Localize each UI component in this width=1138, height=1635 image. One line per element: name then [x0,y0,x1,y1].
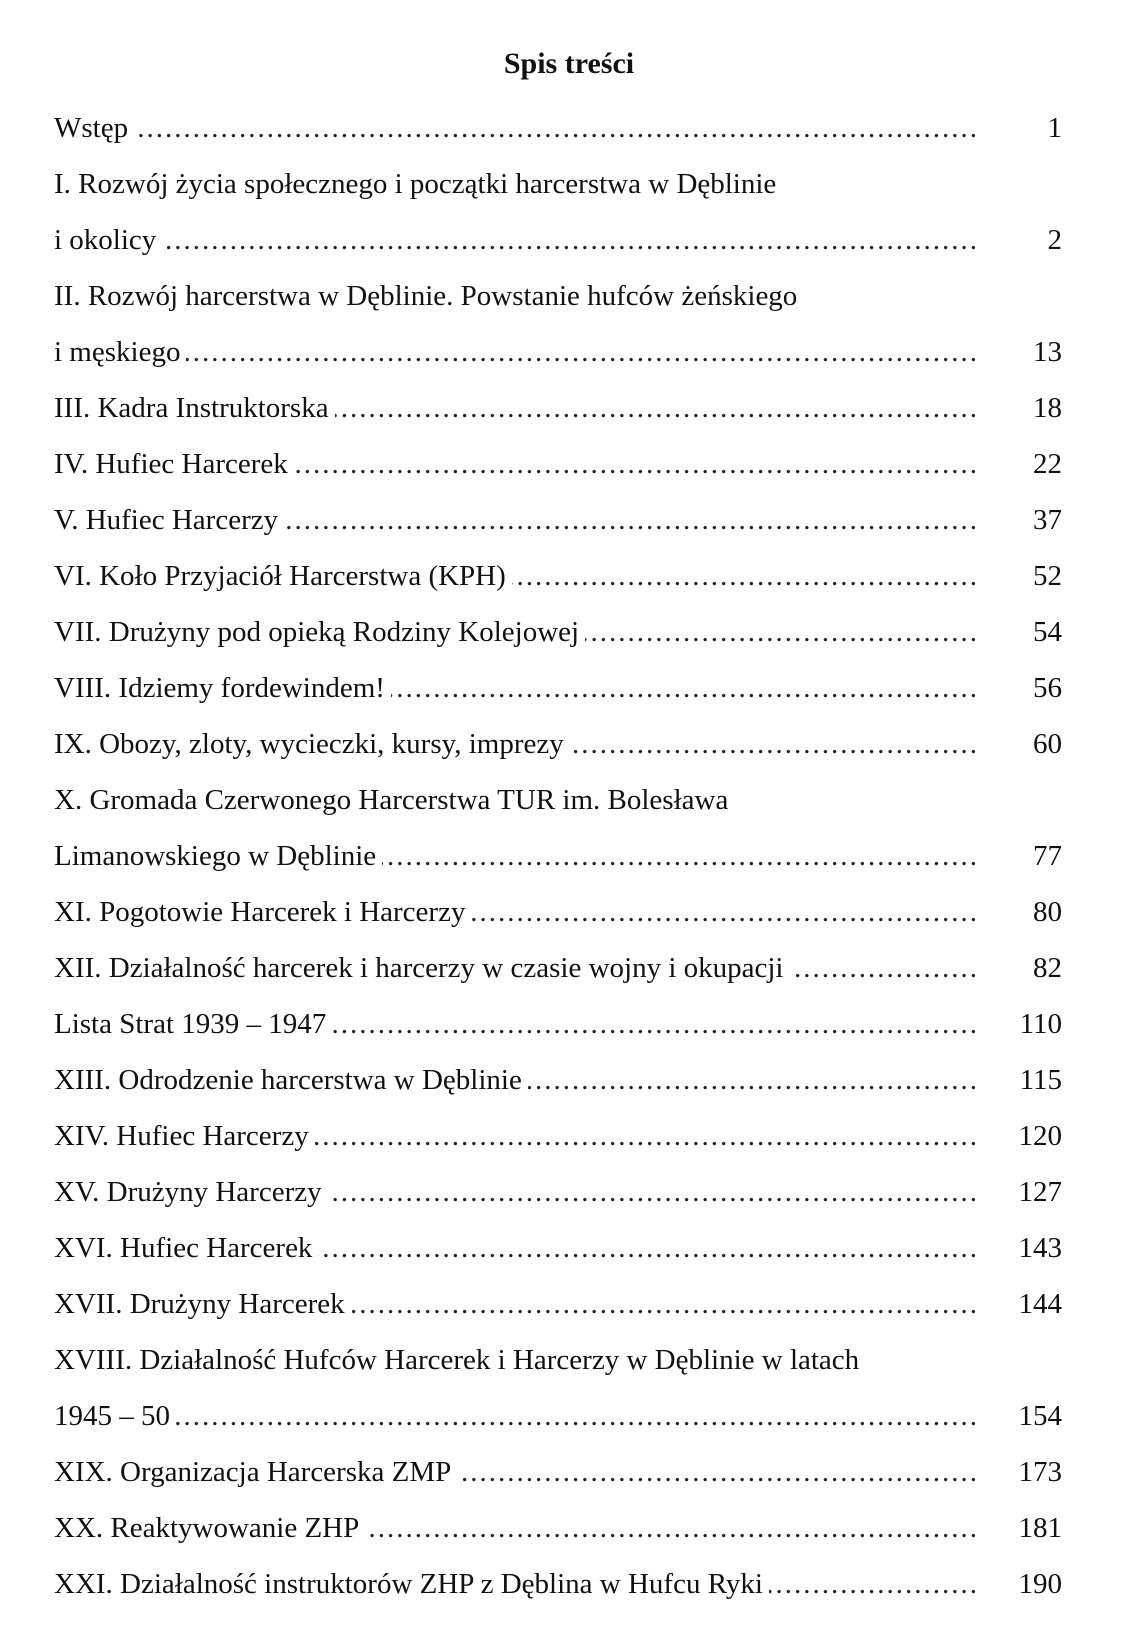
toc-page-number: 115 [984,1052,1062,1108]
toc-entry-text: Wstęp [54,100,134,156]
toc-entry-line [54,268,1062,324]
toc-entry [54,828,1062,884]
toc-entry-text: XIV. Hufiec Harcerzy [54,1108,315,1164]
toc-entry-line [54,772,1062,828]
toc-page-number: 56 [984,660,1062,716]
toc-entry [54,324,1062,380]
toc-entry-text: VII. Drużyny pod opieką Rodziny Kolejowej [54,604,585,660]
toc-page-number: 54 [984,604,1062,660]
toc-page-number: 13 [984,324,1062,380]
toc-entry-text: XV. Drużyny Harcerzy [54,1164,328,1220]
toc-page-number: 143 [984,1220,1062,1276]
toc-entry-text: XVIII. Działalność Hufców Harcerek i Harcerzy w Dęblinie w latach [54,1344,860,1376]
toc-page-number: 173 [984,1444,1062,1500]
toc-entry-text: IV. Hufiec Harcerek [54,436,294,492]
toc-page-number: 77 [984,828,1062,884]
toc-entry-text: 1945 – 50 [54,1388,176,1444]
toc-page-number: 154 [984,1388,1062,1444]
toc-entry-text: I. Rozwój życia społecznego i początki harcerstwa w Dęblinie [54,168,777,200]
toc-entry-text: X. Gromada Czerwonego Harcerstwa TUR im. Bolesława [54,784,729,816]
toc-entry [54,1444,1062,1500]
toc-page-number: 52 [984,548,1062,604]
toc-entry-text: XIX. Organizacja Harcerska ZMP [54,1444,457,1500]
toc-page-number: 82 [984,940,1062,996]
toc-entry-text: Lista Strat 1939 – 1947 [54,996,332,1052]
toc-page-number: 181 [984,1500,1062,1556]
toc-entry [54,604,1062,660]
toc-page-number: 110 [984,996,1062,1052]
table-of-contents [54,100,1062,1612]
toc-page-number: 37 [984,492,1062,548]
toc-entry [54,1108,1062,1164]
toc-entry-text: XII. Działalność harcerek i harcerzy w czasie wojny i okupacji [54,940,790,996]
toc-entry [54,940,1062,996]
toc-entry-text: XVI. Hufiec Harcerek [54,1220,318,1276]
toc-page-number: 80 [984,884,1062,940]
toc-entry-text: i okolicy [54,212,162,268]
dot-leader [54,324,980,380]
toc-entry-text: Limanowskiego w Dęblinie [54,828,382,884]
toc-page-number: 190 [984,1556,1062,1612]
toc-entry [54,716,1062,772]
toc-entry [54,492,1062,548]
toc-entry-text: i męskiego [54,324,186,380]
toc-page-number: 18 [984,380,1062,436]
toc-entry [54,660,1062,716]
toc-entry-text: IX. Obozy, zloty, wycieczki, kursy, imprezy [54,716,570,772]
toc-entry-text: XI. Pogotowie Harcerek i Harcerzy [54,884,471,940]
toc-entry-text: XVII. Drużyny Harcerek [54,1276,351,1332]
toc-entry [54,1388,1062,1444]
dot-leader [54,212,980,268]
toc-entry-text: XX. Reaktywowanie ZHP [54,1500,365,1556]
toc-page-number: 22 [984,436,1062,492]
toc-page-number: 1 [984,100,1062,156]
toc-entry-text: VI. Koło Przyjaciół Harcerstwa (KPH) [54,548,512,604]
toc-entry [54,548,1062,604]
toc-page-number: 144 [984,1276,1062,1332]
toc-entry [54,884,1062,940]
toc-entry [54,1052,1062,1108]
page-title: Spis treści [503,47,635,80]
toc-entry-text: VIII. Idziemy fordewindem! [54,660,391,716]
dot-leader [54,100,980,156]
toc-entry-text: III. Kadra Instruktorska [54,380,335,436]
toc-entry [54,1220,1062,1276]
toc-page-number: 2 [984,212,1062,268]
toc-entry [54,380,1062,436]
toc-entry [54,436,1062,492]
toc-entry-text: XIII. Odrodzenie harcerstwa w Dęblinie [54,1052,528,1108]
toc-entry [54,212,1062,268]
toc-entry-line [54,1332,1062,1388]
toc-entry [54,1556,1062,1612]
toc-entry [54,1276,1062,1332]
toc-entry [54,100,1062,156]
toc-page-number: 120 [984,1108,1062,1164]
toc-entry-line [54,156,1062,212]
toc-entry [54,996,1062,1052]
toc-entry-text: XXI. Działalność instruktorów ZHP z Dęblina w Hufcu Ryki [54,1556,769,1612]
toc-entry [54,1500,1062,1556]
toc-page-number: 127 [984,1164,1062,1220]
toc-entry-text: V. Hufiec Harcerzy [54,492,284,548]
toc-entry-text: II. Rozwój harcerstwa w Dęblinie. Powstanie hufców żeńskiego [54,280,798,312]
toc-entry [54,1164,1062,1220]
toc-page-number: 60 [984,716,1062,772]
dot-leader [54,1388,980,1444]
